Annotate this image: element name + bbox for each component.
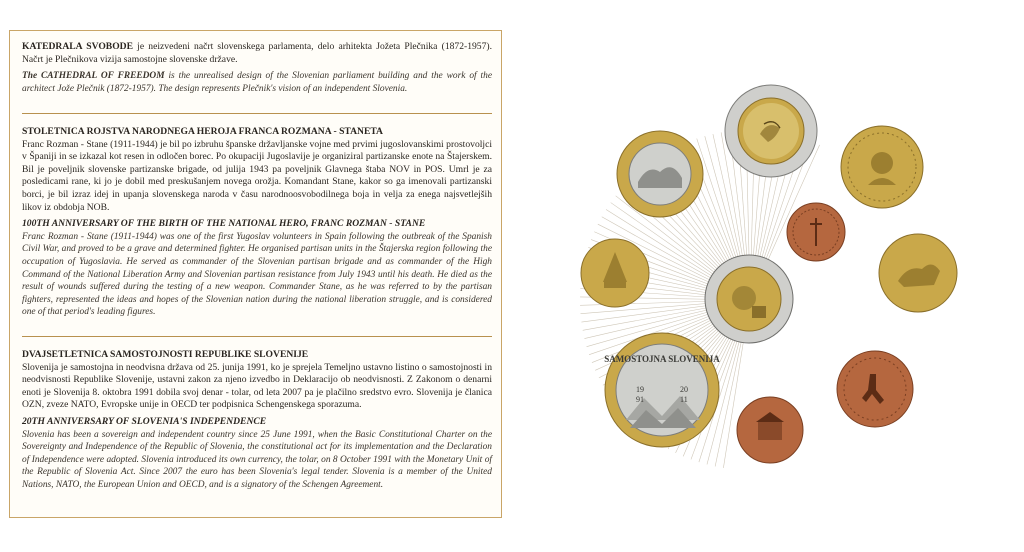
cathedral-english-heading: The CATHEDRAL OF FREEDOM — [22, 71, 165, 82]
coin-set-display — [560, 70, 1024, 550]
coin-3-euro-samostojna-slovenija — [604, 332, 720, 448]
section-divider — [22, 336, 492, 337]
coin-5-cent — [786, 202, 846, 262]
cathedral-english-text — [22, 70, 492, 95]
cathedral-english-body: is the unrealised design of the Slovenian parliament building and the work of the architect Jože Plečnik (1872-1957). The design represents Plečnik's vision of an independent Slovenia. — [22, 71, 492, 94]
coin-10-cent — [580, 238, 650, 308]
independence-english-heading: 20TH ANNIVERSARY OF SLOVENIA'S INDEPENDENCE — [22, 415, 267, 427]
section-cathedral — [22, 41, 492, 95]
coin-2-euro — [724, 84, 818, 178]
coin-50-cent — [840, 125, 924, 209]
commemorative-year-11: 11 — [680, 395, 688, 404]
rozman-english-heading: 100TH ANNIVERSARY OF THE BIRTH OF THE NATIONAL HERO, FRANC ROZMAN - STANE — [22, 218, 426, 230]
independence-slovene-body: Slovenija je samostojna in neodvisna država od 25. junija 1991, ko je sprejela Temeljno ustavno listino o samostojnosti in neodvisnosti Republike Slovenije, ustavni zakon za njeno izvedbo in Deklaracijo ob neodvisnosti. Z Zakonom o denarni enoti je Slovenija 8. oktobra 1991 dobila svoj denar - tolar, od leta 2007 pa je plačilno sredstvo evro. Slovenija je članica OZN, zveze NATO, Evropske unije in OECD ter podpisnica Schengenskega sporazuma. — [22, 361, 492, 411]
independence-slovene-heading: DVAJSETLETNICA SAMOSTOJNOSTI REPUBLIKE SLOVENIJE — [22, 349, 309, 360]
commemorative-coin-text: SAMOSTOJNA SLOVENIJA — [604, 354, 720, 364]
coin-1-cent — [736, 396, 804, 464]
commemorative-year-20: 20 — [680, 385, 688, 394]
section-divider — [22, 113, 492, 114]
commemorative-year-91: 91 — [636, 395, 644, 404]
section-independence — [22, 349, 492, 492]
independence-english-body: Slovenia has been a sovereign and independent country since 25 June 1991, when the Basic Constitutional Charter on the Sovereignty and Independence of the Republic of Slovenia, the constitutional act for its implementation and the Declaration of Independence were adopted. Slovenia introduced its own currency, the tolar, on 8 October 1991 with the Monetary Unit of the Republic of Slovenia Act. Since 2007 the euro has been Slovenia's legal tender. Slovenia is a member of the United Nations, NATO, the European Union and OECD, and is a signatory of the Schengen Agreement. — [22, 429, 492, 490]
cathedral-slovene-body: je neizvedeni načrt slovenskega parlamenta, delo arhitekta Jožeta Plečnika (1872-1957). Načrt je Plečnikova vizija samostojne slovenske države. — [22, 41, 492, 65]
coin-1-euro — [616, 130, 704, 218]
cathedral-slovene-heading: KATEDRALA SVOBODE — [22, 41, 133, 52]
booklet-text-panel — [9, 30, 502, 518]
cathedral-slovene-text — [22, 41, 492, 66]
rozman-slovene-heading: STOLETNICA ROJSTVA NARODNEGA HEROJA FRANCA ROZMANA - STANETA — [22, 126, 383, 137]
commemorative-year-19: 19 — [636, 385, 644, 394]
coin-2-euro-commemorative-rozman — [704, 254, 794, 344]
coin-20-cent — [878, 233, 958, 313]
rozman-english-body: Franc Rozman - Stane (1911-1944) was one of the first Yugoslav volunteers in Spain following the outbreak of the Spanish Civil War, and proved to be a grave and determined fighter. He organised partisan units in the Štajerska region following the occupation of Yugoslavia. He served as commander of the Slovenian partisan brigade and as commander of the High Command of the National Liberation Army and Slovenian partisan resistance from July 1943 until his death. He died as the result of wounds suffered during the testing of a new weapon. Commander Stane, as he was referred to by the partisan fighters, represented the ideas and hopes of the Slovenian nation during the national liberation struggle, and is considered one of that period's leading figures. — [22, 231, 492, 318]
coin-2-cent — [836, 350, 914, 428]
section-rozman — [22, 126, 492, 319]
rozman-slovene-body: Franc Rozman - Stane (1911-1944) je bil po izbruhu španske državljanske vojne med prvimi jugoslovanskimi prostovoljci v Španiji in se izkazal kot resen in odločen borec. Po okupaciji Jugoslavije je organiziral partizanske enote na Štajerskem. Bil je poveljnik slovenske partizanske brigade, od julija 1943 pa poveljnik Glavnega štaba NOV in POS. Umrl je za posledicami rane, ki jo je dobil med preskušanjem novega orožja. Komandant Stane, kakor so ga imenovali partizanski borci, je bil izraz idej in upanja slovenskega naroda v času narodnoosvobodilnega boja in velja za enega najsvetlejših likov iz obdobja NOB. — [22, 138, 492, 213]
